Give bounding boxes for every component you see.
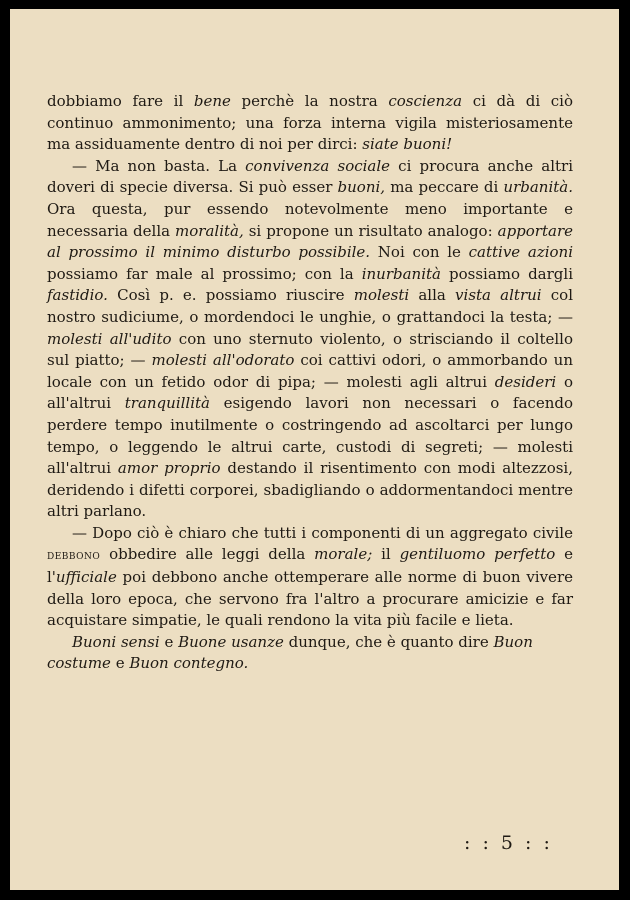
small-caps-text: debbono [47,548,101,564]
book-page [10,9,619,890]
italic-text: convivenza sociale [245,156,391,175]
text-run: con uno sternuto violento, o strisciando il coltello sul piatto; — [47,329,574,370]
text-run: perchè la nostra [230,92,389,110]
text-run: — Dopo ciò è chiaro che tutti i componenti di un aggregato civile [72,523,573,542]
text-run: ci dà di ciò continuo ammonimento; una forza interna vigila misteriosamente ma assiduamente dentro di noi per dirci: [47,92,573,154]
italic-text: gentiluomo perfetto [399,545,556,564]
paragraph [47,156,573,523]
italic-text: amor proprio [117,459,221,478]
italic-text: moralità, [175,221,244,240]
text-run: o all'altrui [47,372,573,413]
italic-text: vista altrui [455,286,542,305]
italic-text: Buon costume [47,632,533,673]
italic-text: fastidio. [47,286,108,305]
italic-text: Buoni sensi [72,632,160,651]
italic-text: tranquillità [124,394,210,413]
text-run: e [159,632,179,651]
italic-text: urbanità. [503,178,573,197]
text-run: Noi con le [370,243,469,262]
italic-text: apportare al prossimo il minimo disturbo possibile. [47,221,573,262]
italic-text: ufficiale [55,568,117,587]
text-run: il [372,545,400,564]
italic-text: coscienza [388,92,463,110]
italic-text: molesti [353,286,410,305]
italic-text: buoni, [337,178,386,197]
text-run: poi debbono anche ottemperare alle norme di buon vivere della loro epoca, che servono fra l'altro a procurare amicizie e far acquistare simpatie, le quali rendono la vita più facile e lieta. [47,568,573,630]
italic-text: molesti all'udito [47,329,172,348]
italic-text: bene [193,92,231,110]
italic-text: siate buoni! [362,135,453,154]
italic-text: molesti all'odorato [151,351,295,370]
text-run: esigendo lavori non necessari o facendo perdere tempo inutilmente o costringendo ad ascoltarci per lungo tempo, o leggendo le altrui carte, custodi di segreti; — molesti all'altrui [47,394,573,478]
text-run: coi cattivi odori, o ammorbando un locale con un fetido odor di pipa; — molesti agli altrui [47,351,573,391]
italic-text: Buone usanze [178,632,284,651]
italic-text: cattive azioni [468,243,574,262]
text-run: Così p. e. possiamo riuscire [107,286,354,305]
italic-text: inurbanità [361,264,441,283]
body-text [47,91,573,675]
text-run: Ora questa, pur essendo notevolmente meno importante e necessaria della [47,199,573,240]
text-run: ci procura anche altri doveri di specie diversa. Si può esser [47,156,573,197]
text-run: dunque, che è quanto dire [283,632,494,651]
text-run: dobbiamo fare il [47,92,194,110]
text-run: alla [409,286,456,305]
italic-text: desideri [494,372,557,391]
page-number: : : 5 : : [464,832,553,854]
text-run: col nostro sudiciume, o mordendoci le unghie, o grattandoci la testa; — [47,286,573,326]
text-run: e l' [47,545,573,587]
text-run: e [110,654,130,673]
text-run: ma peccare di [385,178,504,197]
paragraph [47,91,573,156]
text-run: possiamo dargli [440,264,573,283]
paragraph [47,632,573,675]
italic-text: morale; [314,545,373,564]
text-run: possiamo far male al prossimo; con la [47,264,362,283]
paragraph [47,523,573,632]
italic-text: Buon contegno. [129,654,249,673]
text-run: destando il risentimento con modi altezzosi, deridendo i difetti corporei, sbadigliando o addormentandoci mentre altri parlano. [47,459,573,521]
text-run: obbedire alle leggi della [100,545,315,564]
text-run: si propone un risultato analogo: [243,221,498,240]
text-run: — Ma non basta. La [72,156,246,175]
